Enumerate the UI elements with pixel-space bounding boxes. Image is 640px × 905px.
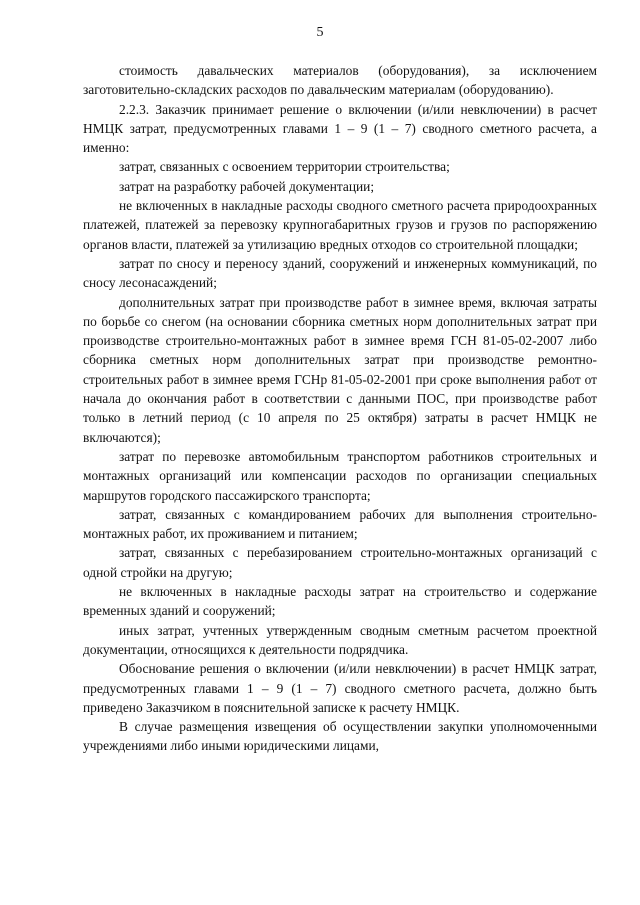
paragraph-2-2-3: 2.2.3. Заказчик принимает решение о включении (и/или невключении) в расчет НМЦК затрат, предусмотренных главами 1 – 9 (1 – 7) сводного сметного расчета, а именно:: [83, 101, 597, 156]
list-item-working-docs: затрат на разработку рабочей документации;: [119, 178, 375, 194]
page-number: 5: [316, 25, 324, 40]
list-item-payments: не включенных в накладные расходы сводного сметного расчета природоохранных платежей, платежей за перевозку крупногабаритных грузов и грузов по распоряжению органов власти, платежей за утилизацию вредных отходов со строительной площадки;: [83, 198, 597, 252]
list-item-temporary-buildings: не включенных в накладные расходы затрат на строительство и содержание временных зданий и сооружений;: [83, 584, 597, 619]
list-item-winter-costs: дополнительных затрат при производстве работ в зимнее время, включая затраты по борьбе со снегом (на основании сборника сметных норм дополнительных затрат при производстве строительно-монтажных работ в зимнее время ГСН 81-05-02-2007 либо сборника сметных норм дополнительных затрат при производстве ремонтно-строительных работ в зимнее время ГСНр 81-05-02-2001 при сроке выполнения работ от начала до окончания работ в соответствии с данными ПОС, при производстве работ только в летний период (с 10 апреля по 25 октября) затраты в расчет НМЦК не включаются);: [83, 294, 597, 445]
paragraph-justification: Обоснование решения о включении (и/или невключении) в расчет НМЦК затрат, предусмотренных главами 1 – 9 (1 – 7) сводного сметного расчета, должно быть приведено Заказчиком в пояснительной записке к расчету НМЦК.: [83, 661, 597, 715]
list-item-demolition: затрат по сносу и переносу зданий, сооружений и инженерных коммуникаций, по сносу лесонасаждений;: [83, 255, 597, 291]
list-item-territory: затрат, связанных с освоением территории строительства;: [119, 159, 450, 175]
document-body: [83, 61, 597, 756]
list-item-relocation: затрат, связанных с перебазированием строительно-монтажных организаций с одной стройки на другую;: [83, 545, 597, 580]
paragraph-authorized-institutions: В случае размещения извещения об осуществлении закупки уполномоченными учреждениями либо иными юридическими лицами,: [83, 719, 597, 754]
list-item-other-costs: иных затрат, учтенных утвержденным сводным сметным расчетом проектной документации, относящихся к деятельности подрядчика.: [83, 622, 597, 657]
list-item-business-trips: затрат, связанных с командированием рабочих для выполнения строительно-монтажных работ, их проживанием и питанием;: [83, 506, 597, 542]
list-item-transport: затрат по перевозке автомобильным транспортом работников строительных и монтажных организаций или компенсации расходов по организации специальных маршрутов городского пассажирского транспорта;: [83, 448, 597, 503]
paragraph-continuation: стоимость давальческих материалов (оборудования), за исключением заготовительно-складских расходов по давальческим материалам (оборудованию).: [83, 63, 597, 98]
